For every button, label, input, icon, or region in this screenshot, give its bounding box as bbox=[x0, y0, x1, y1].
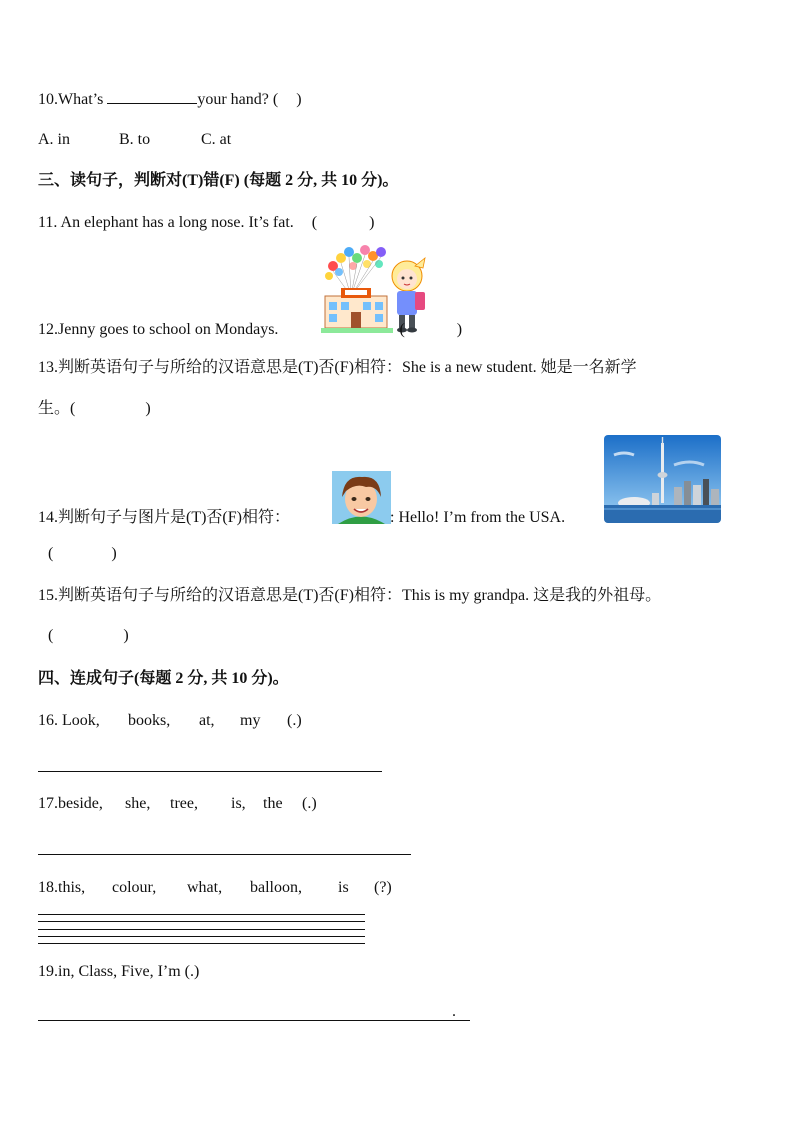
q12-text: 12.Jenny goes to school on Mondays. bbox=[38, 321, 279, 338]
q15-line-1: 15.判断英语句子与所给的汉语意思是(T)否(F)相符：This is my grandpa. 这是我的外祖母。 bbox=[38, 587, 662, 604]
q18-num: 18. bbox=[38, 879, 58, 896]
q11-text: 11. An elephant has a long nose. It’s fat. bbox=[38, 214, 294, 231]
q13-line-2 bbox=[38, 399, 151, 419]
q17-word-4: is, bbox=[231, 795, 246, 812]
q16-word-4: my bbox=[240, 712, 261, 729]
city-skyline-icon bbox=[604, 435, 721, 523]
q10-options bbox=[38, 130, 231, 150]
q10-option-c[interactable]: C. at bbox=[201, 131, 232, 148]
q17-word-3: tree, bbox=[170, 795, 198, 812]
q14-answer bbox=[48, 544, 117, 564]
q18-word-6: (?) bbox=[374, 879, 392, 896]
question-10 bbox=[38, 88, 302, 110]
q10-close: ) bbox=[296, 91, 302, 108]
q19-answer-line[interactable] bbox=[38, 1020, 470, 1021]
boy-icon bbox=[332, 471, 391, 524]
q10-answer-blank[interactable] bbox=[107, 88, 197, 104]
q14-paren-close: ) bbox=[111, 545, 117, 562]
q17-word-1: beside, bbox=[58, 795, 103, 812]
q13-line-1: 13.判断英语句子与所给的汉语意思是(T)否(F)相符：She is a new student. 她是一名新学 bbox=[38, 359, 637, 376]
q13-paren-close: ) bbox=[145, 400, 151, 417]
q16-word-5: (.) bbox=[287, 712, 302, 729]
q14-sentence: : Hello! I’m from the USA. bbox=[390, 509, 566, 526]
q18-line-4[interactable] bbox=[38, 936, 365, 937]
question-19: 19.in, Class, Five, I’m (.) bbox=[38, 963, 200, 980]
question-18 bbox=[38, 878, 392, 898]
question-16 bbox=[38, 711, 302, 731]
q15-answer bbox=[48, 626, 129, 646]
q17-word-6: (.) bbox=[302, 795, 317, 812]
q11-paren-close: ) bbox=[369, 214, 375, 231]
question-17 bbox=[38, 794, 317, 814]
q16-answer-line[interactable] bbox=[38, 771, 382, 772]
q13-line-2-text: 生。( bbox=[38, 400, 76, 417]
city-image bbox=[604, 435, 721, 523]
q12-paren-close: ) bbox=[456, 321, 463, 338]
q19-end-mark: . bbox=[452, 1003, 456, 1020]
q16-word-3: at, bbox=[199, 712, 215, 729]
q18-word-1: this, bbox=[58, 879, 86, 896]
q12-paren-open: ( bbox=[399, 321, 405, 338]
boy-image bbox=[332, 471, 391, 524]
q18-word-3: what, bbox=[187, 879, 223, 896]
q14-paren-open: ( bbox=[48, 545, 54, 562]
q10-option-b[interactable]: B. to bbox=[119, 131, 151, 148]
q16-num: 16. bbox=[38, 712, 58, 729]
q17-word-5: the bbox=[263, 795, 283, 812]
q18-word-5: is bbox=[338, 879, 349, 896]
question-11 bbox=[38, 213, 374, 233]
q18-word-4: balloon, bbox=[250, 879, 302, 896]
question-12 bbox=[38, 320, 462, 340]
q14-prefix: 14.判断句子与图片是(T)否(F)相符： bbox=[38, 509, 290, 526]
q18-line-3[interactable] bbox=[38, 929, 365, 930]
q17-word-2: she, bbox=[125, 795, 151, 812]
q17-num: 17. bbox=[38, 795, 58, 812]
q18-line-1[interactable] bbox=[38, 914, 365, 915]
section-3-heading: 三、读句子，判断对(T)错(F) (每题 2 分, 共 10 分)。 bbox=[38, 172, 399, 189]
section-4-heading: 四、连成句子(每题 2 分, 共 10 分)。 bbox=[38, 670, 289, 687]
q18-line-2[interactable] bbox=[38, 921, 365, 922]
q11-paren-open: ( bbox=[311, 214, 318, 231]
q15-paren-open: ( bbox=[48, 627, 54, 644]
q18-word-2: colour, bbox=[112, 879, 157, 896]
q10-option-a[interactable]: A. in bbox=[38, 131, 70, 148]
q10-suffix: your hand? ( bbox=[197, 91, 279, 108]
q17-answer-line[interactable] bbox=[38, 854, 411, 855]
q15-paren-close: ) bbox=[123, 627, 129, 644]
q16-word-2: books, bbox=[128, 712, 171, 729]
q18-line-5[interactable] bbox=[38, 943, 365, 944]
q16-word-1: Look, bbox=[62, 712, 100, 729]
q10-prefix: 10.What’s bbox=[38, 91, 104, 108]
